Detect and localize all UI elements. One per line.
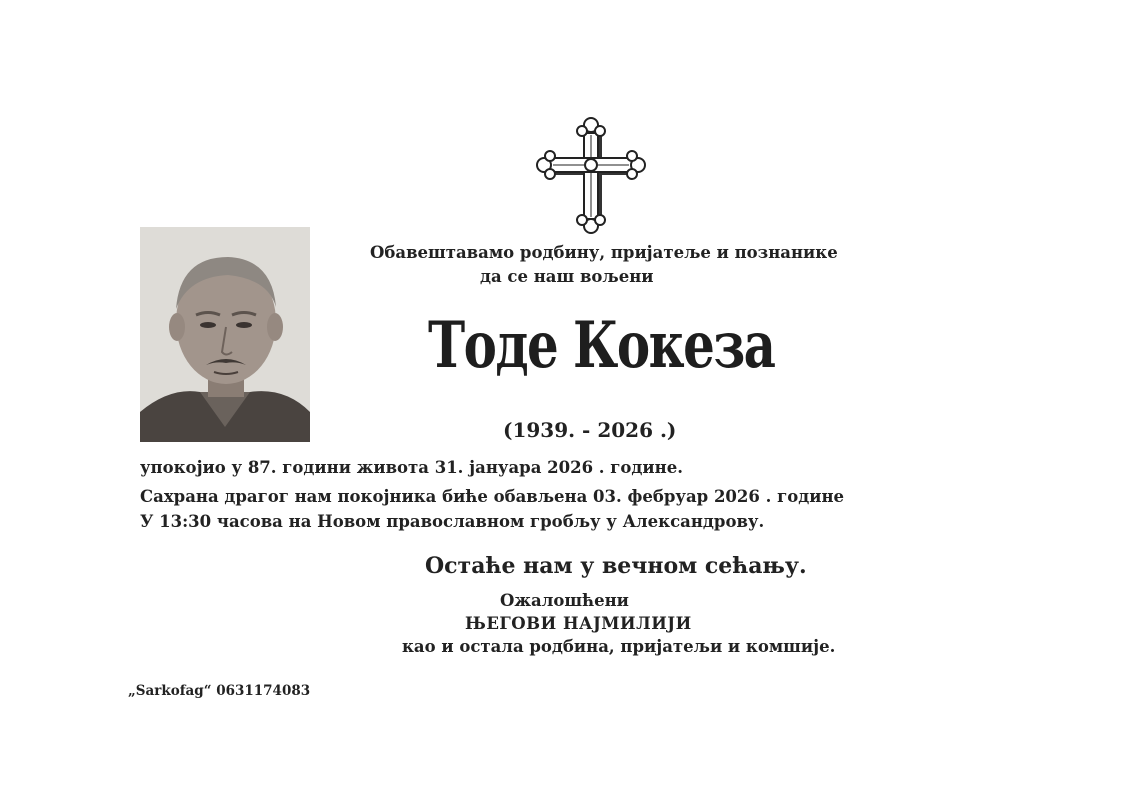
funeral-date: Сахрана драгог нам покојника биће обављена 03. фебруар 2026 . године bbox=[140, 487, 845, 506]
others-label: као и остала родбина, пријатељи и комшије. bbox=[402, 637, 836, 656]
deceased-name: Тоде Кокеза bbox=[428, 308, 775, 383]
life-years: (1939. - 2026 .) bbox=[503, 418, 677, 442]
intro-line-2: да се наш вољени bbox=[480, 267, 654, 286]
company-contact: „Sarkofag“ 0631174083 bbox=[128, 683, 311, 699]
family-label: ЊЕГОВИ НАЈМИЛИЈИ bbox=[465, 614, 692, 633]
intro-line-1: Обавештавамо родбину, пријатеље и познанике bbox=[370, 243, 838, 262]
orthodox-cross-icon bbox=[535, 115, 647, 237]
portrait-photo bbox=[140, 227, 310, 442]
funeral-time-place: У 13:30 часова на Новом православном гробљу у Александрову. bbox=[140, 512, 765, 531]
grieving-label: Ожалошћени bbox=[500, 591, 629, 610]
memory-line: Остаће нам у вечном сећању. bbox=[425, 553, 807, 579]
death-details: упокојио у 87. години живота 31. јануара 2026 . године. bbox=[140, 458, 683, 477]
